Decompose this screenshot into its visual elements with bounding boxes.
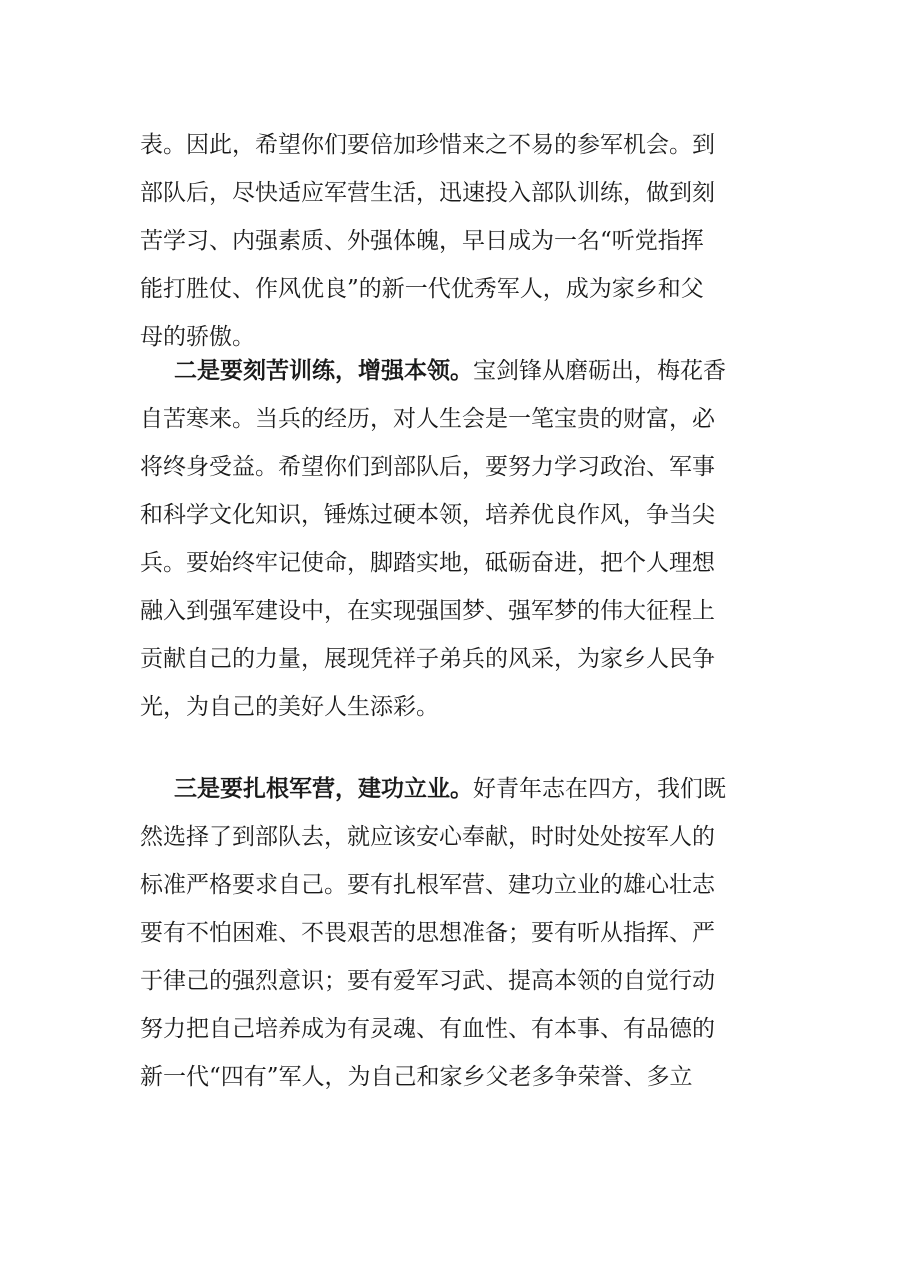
- text-line: 新一代“四有”军人，为自己和家乡父老多争荣誉、多立: [140, 1064, 693, 1090]
- paragraph-heading: 二是要刻苦训练，增强本领。: [174, 357, 473, 384]
- text-span: 宝剑锋从磨砺出，梅花香: [473, 358, 726, 384]
- text-line: 然选择了到部队去，就应该安心奉献，时时处处按军人的: [140, 824, 715, 850]
- paragraph-2: [140, 347, 780, 731]
- text-line: 表。因此，希望你们要倍加珍惜来之不易的参军机会。到: [140, 132, 715, 158]
- text-line: 光，为自己的美好人生添彩。: [140, 694, 439, 720]
- text-line: 要有不怕困难、不畏艰苦的思想准备；要有听从指挥、严: [140, 920, 715, 946]
- text-line: 融入到强军建设中，在实现强国梦、强军梦的伟大征程上: [140, 598, 715, 624]
- text-line: 努力把自己培养成为有灵魂、有血性、有本事、有品德的: [140, 1016, 715, 1042]
- paragraph-heading: 三是要扎根军营，建功立业。: [174, 775, 473, 802]
- text-span: 好青年志在四方，我们既: [473, 776, 726, 802]
- text-line: 于律己的强烈意识；要有爱军习武、提高本领的自觉行动: [140, 968, 715, 994]
- paragraph-1: [140, 121, 780, 361]
- text-line: 能打胜仗、作风优良”的新一代优秀军人，成为家乡和父: [140, 276, 704, 302]
- text-line: 将终身受益。希望你们到部队后，要努力学习政治、军事: [140, 454, 715, 480]
- text-line: 母的骄傲。: [140, 324, 255, 350]
- paragraph-3: [140, 765, 780, 1101]
- text-line: 部队后，尽快适应军营生活，迅速投入部队训练，做到刻: [140, 180, 715, 206]
- paragraph-first-line: [140, 347, 780, 395]
- text-line: 自苦寒来。当兵的经历，对人生会是一笔宝贵的财富，必: [140, 406, 715, 432]
- paragraph-first-line: [140, 765, 780, 813]
- text-line: 和科学文化知识，锤炼过硬本领，培养优良作风，争当尖: [140, 502, 715, 528]
- text-line: 贡献自己的力量，展现凭祥子弟兵的风采，为家乡人民争: [140, 646, 715, 672]
- text-line: 苦学习、内强素质、外强体魄，早日成为一名“听党指挥: [140, 228, 704, 254]
- text-line: 兵。要始终牢记使命，脚踏实地，砥砺奋进，把个人理想: [140, 550, 715, 576]
- text-line: 标准严格要求自己。要有扎根军营、建功立业的雄心壮志: [140, 872, 715, 898]
